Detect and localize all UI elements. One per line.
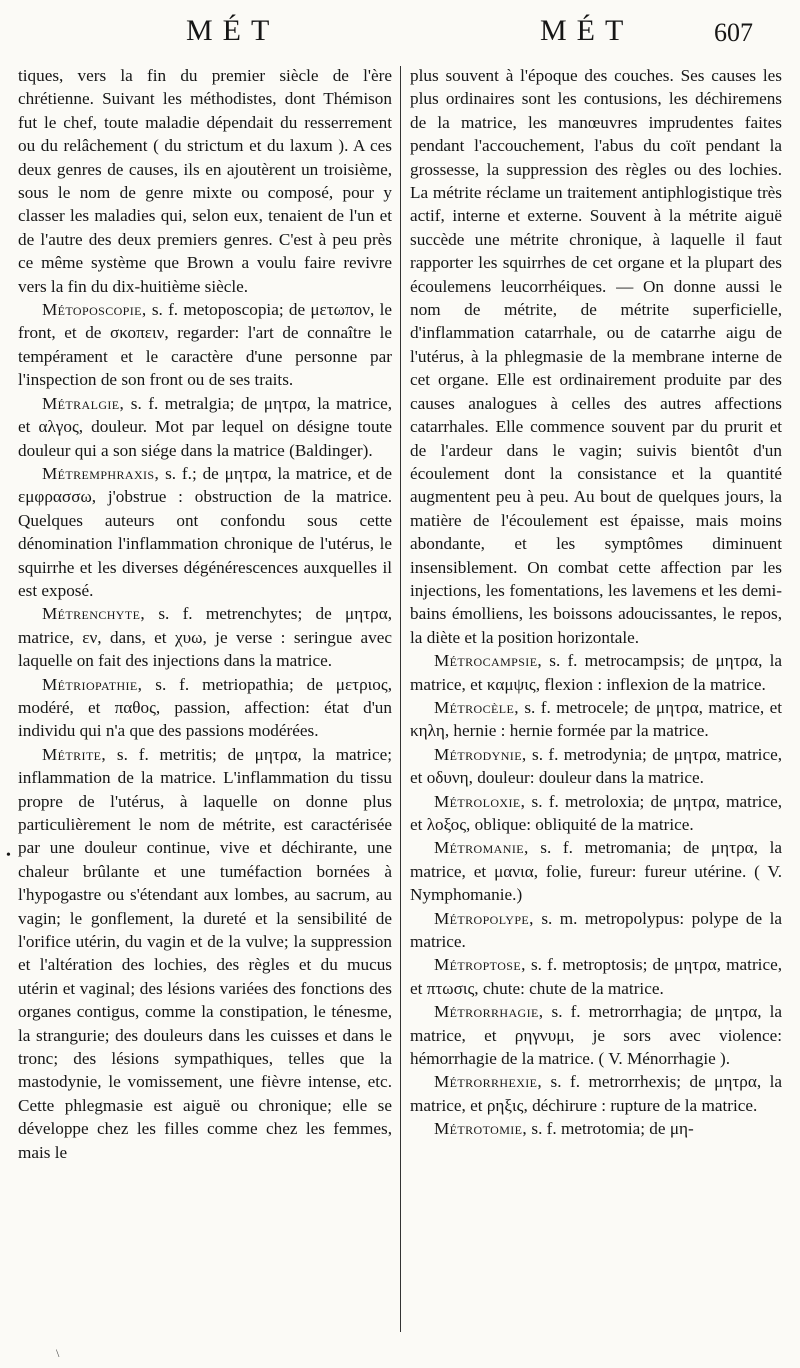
headword: Métoposcopie, (42, 300, 147, 320)
definition-text: s. f. metrodynia; de μητρα, matrice, et οδυνη, douleur: douleur dans la matrice. (410, 744, 782, 788)
entry-metropolype (410, 907, 782, 954)
headword: Métriopathie, (42, 674, 143, 694)
definition-text: s. f. metrocele; de μητρα, matrice, et κηλη, hernie : hernie formée par la matrice. (410, 697, 782, 741)
continuation-paragraph (18, 64, 392, 298)
definition-text: s. f. metriopathia; de μετριος, modéré, et παθος, passion, affection: état d'un individu qui n'a que des passions modérées. (18, 674, 392, 741)
definition-text: s. f. metromania; de μητρα, la matrice, et μανια, folie, fureur: fureur utérine. ( V. Nymphomanie.) (410, 838, 782, 905)
entry-metriopathie (18, 673, 392, 743)
definition-text: s. f. metralgia; de μητρα, la matrice, et αλγος, douleur. Mot par lequel on désigne toute douleur qui a son siége dans la matrice (Baldinger). (18, 393, 392, 460)
headword: Métrocèle, (434, 697, 519, 717)
headword: Métremphraxis, (42, 463, 160, 483)
headword: Métropolype, (434, 908, 534, 928)
headword: Métralgie, (42, 393, 125, 413)
entry-metoposcopie (18, 298, 392, 392)
running-head-right: MÉT (540, 14, 634, 47)
entry-metrotomie (410, 1117, 782, 1140)
headword: Métrocampsie, (434, 651, 543, 671)
entry-metromanie (410, 836, 782, 906)
paragraph-text: plus souvent à l'époque des couches. Ses causes les plus ordinaires sont les contusions, les déchiremens de la matrice, les manœuvres imprudentes faites pendant l'accouchement, l'abus du coït pendant la grossesse, la suppression des règles ou des lochies. La métrite réclame un traitement antiphlogistique très actif, interne et externe. Souvent à la métrite aiguë succède une métrite chronique, à laquelle il faut rapporter les squirrhes de cet organe et la plupart des écoulemens leucorrhéiques. — On donne aussi le nom de métrite, de métrite superficielle, d'inflammation catarrhale, ou de catarrhe aigu de l'utérus, à la phlegmasie de la membrane interne de cet organe. Elle est ordinairement produite par des causes analogues à celles des autres affections catarrhales. Elle commence souvent par du prurit et de l'ardeur dans le vagin; suivis bientôt d'un écoulement dont la consistance et la quantité augmentent peu à peu. Au bout de quelques jours, la matière de l'écoulement est épaisse, mais moins abondante, et les symptômes diminuent insensiblement. On combat cette affection par les injections, les fomentations, les lavemens et les demi-bains émolliens, les boissons adoucissantes, le repos, la diète et la position horizontale. (410, 66, 782, 647)
definition-text: s. f. metoposcopia; de μετωπον, le front, et de σκοπειν, regarder: l'art de connaître le tempérament et le caractère d'une personne par l'inspection de son front ou de ses traits. (18, 300, 392, 390)
headword: Métrorrhexie, (434, 1072, 543, 1092)
continuation-paragraph (410, 64, 782, 649)
paragraph-text: tiques, vers la fin du premier siècle de l'ère chrétienne. Suivant les méthodistes, dont Thémison fut le chef, toute maladie dépendait du resserrement ou du relâchement ( du strictum et du laxum ). A ces deux genres de causes, ils en ajoutèrent un troisième, sous le nom de genre mixte ou composé, pour y classer les maladies qui, selon eux, tenaient de l'un et de l'autre des deux premiers genres. C'est à peu près ce même système que Brown a voulu faire revivre vers la fin du dix-huitième siècle. (18, 66, 392, 296)
entry-metrocele (410, 696, 782, 743)
entry-metroptose (410, 953, 782, 1000)
bottom-margin-mark: \ (56, 1346, 60, 1360)
definition-text: s. f. metrorrhagia; de μητρα, la matrice, et ρηγνυμι, je sors avec violence: hémorrhagie de la matrice. ( V. Ménorrhagie ). (410, 1002, 782, 1069)
headword: Métrodynie, (434, 744, 527, 764)
entry-metremphraxis (18, 462, 392, 602)
entry-metrorrhexie (410, 1070, 782, 1117)
page-number: 607 (714, 18, 753, 47)
definition-text: s. f. metroptosis; de μητρα, matrice, et πτωσις, chute: chute de la matrice. (410, 955, 782, 998)
headword: Métrite, (42, 744, 107, 764)
column-divider (400, 66, 401, 1332)
headword: Métrorrhagie, (434, 1002, 544, 1022)
definition-text: s. m. metropolypus: polype de la matrice. (410, 908, 782, 952)
left-column (18, 64, 392, 1164)
margin-mark: • (6, 848, 11, 863)
definition-text: s. f. metritis; de μητρα, la matrice; inflammation de la matrice. L'inflammation du tissu propre de l'utérus, à laquelle on donne plus particulièrement le nom de métrite, est caractérisée par une douleur continue, vive et déchirante, une chaleur brûlante et une tuméfaction bornées à l'hypogastre ou s'étendant aux lombes, au sacrum, au vagin; le gonflement, la dureté et la sensibilité de l'orifice utérin, du vagin et de la vulve; la suppression et l'altération des lochies, des règles et du mucus utérin et vaginal; des lésions variées des fonctions des organes contigus, comme la constipation, le ténesme, la strangurie; des douleurs dans les cuisses et dans le tronc; des lésions sympathiques, telles que la mastodynie, le vomissement, une fièvre intense, etc. Cette phlegmasie est aiguë ou chronique; elle se développe chez les filles comme chez les femmes, mais le (18, 744, 392, 1162)
definition-text: s. f. metrorrhexis; de μητρα, la matrice, et ρηξις, déchirure : rupture de la matrice. (410, 1072, 782, 1115)
definition-text: s. f. metrotomia; de μη- (527, 1119, 694, 1139)
headword: Métromanie, (434, 838, 529, 858)
headword: Métroloxie, (434, 791, 526, 811)
running-head-left: MÉT (186, 14, 280, 47)
definition-text: s. f.; de μητρα, la matrice, et de εμφρασσω, j'obstrue : obstruction de la matrice. Quelques auteurs ont confondu sous cette dénomination l'inflammation chronique de l'utérus, le squirrhe et les diverses dégénérescences auxquelles il est exposé. (18, 463, 392, 600)
entry-metralgie (18, 392, 392, 462)
definition-text: s. f. metroloxia; de μητρα, matrice, et λοξος, oblique: obliquité de la matrice. (410, 791, 782, 834)
entry-metrocampsie (410, 649, 782, 696)
definition-text: s. f. metrenchytes; de μητρα, matrice, εν, dans, et χυω, je verse : seringue avec laquelle on fait des injections dans la matrice. (18, 604, 392, 671)
entry-metrorrhagie (410, 1000, 782, 1070)
entry-metrenchyte (18, 602, 392, 672)
entry-metrodynie (410, 743, 782, 790)
headword: Métroptose, (434, 955, 526, 975)
headword: Métrenchyte, (42, 604, 146, 624)
right-column (410, 64, 782, 1141)
entry-metrite (18, 743, 392, 1164)
definition-text: s. f. metrocampsis; de μητρα, la matrice, et καμψις, flexion : inflexion de la matrice. (410, 651, 782, 694)
entry-metroloxie (410, 790, 782, 837)
headword: Métrotomie, (434, 1119, 528, 1139)
